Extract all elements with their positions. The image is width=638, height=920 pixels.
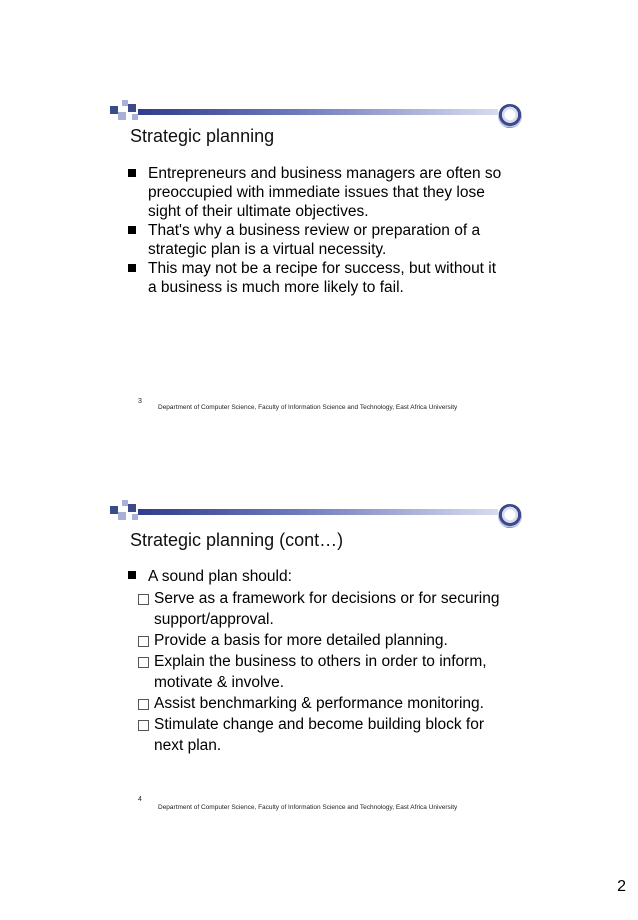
bullet-list (124, 164, 504, 297)
sub-bullet-item: Stimulate change and become building block for next plan. (138, 714, 504, 756)
slide-header-decoration (110, 100, 530, 120)
checkbox-square-icon (138, 720, 149, 731)
bullet-item: A sound plan should: (124, 566, 504, 587)
slide-page-number: 4 (138, 796, 142, 803)
slide-title: Strategic planning (cont…) (130, 530, 344, 550)
slide-title: Strategic planning (130, 126, 275, 146)
sub-bullet-item: Assist benchmarking & performance monitoring. (138, 693, 504, 714)
checkbox-square-icon (138, 636, 149, 647)
slide-4 (110, 500, 530, 820)
sub-bullet-item: Serve as a framework for decisions or for securing support/approval. (138, 588, 504, 630)
slide-footer: Department of Computer Science, Faculty of Information Science and Technology, East Africa University (158, 404, 458, 411)
slide-header-decoration (110, 500, 530, 520)
sheet-page-number: 2 (617, 878, 626, 895)
bullet-list (124, 566, 504, 587)
bullet-item: That's why a business review or preparation of a strategic plan is a virtual necessity. (124, 221, 504, 259)
bullet-item: Entrepreneurs and business managers are often so preoccupied with immediate issues that they lose sight of their ultimate objectives. (124, 164, 504, 221)
bullet-square-icon (128, 264, 136, 272)
checkbox-square-icon (138, 699, 149, 710)
bullet-square-icon (128, 226, 136, 234)
slide-3 (110, 100, 530, 420)
sub-bullet-item: Provide a basis for more detailed planning. (138, 630, 504, 651)
slide-footer: Department of Computer Science, Faculty of Information Science and Technology, East Africa University (158, 804, 458, 811)
university-logo-icon (498, 504, 522, 528)
sub-bullet-list (124, 588, 504, 756)
university-logo-icon (498, 104, 522, 128)
bullet-square-icon (128, 169, 136, 177)
bullet-item: This may not be a recipe for success, but without it a business is much more likely to fail. (124, 259, 504, 297)
bullet-square-icon (128, 571, 136, 579)
checkbox-square-icon (138, 657, 149, 668)
sub-bullet-item: Explain the business to others in order to inform, motivate & involve. (138, 651, 504, 693)
checkbox-square-icon (138, 594, 149, 605)
slide-page-number: 3 (138, 398, 142, 405)
